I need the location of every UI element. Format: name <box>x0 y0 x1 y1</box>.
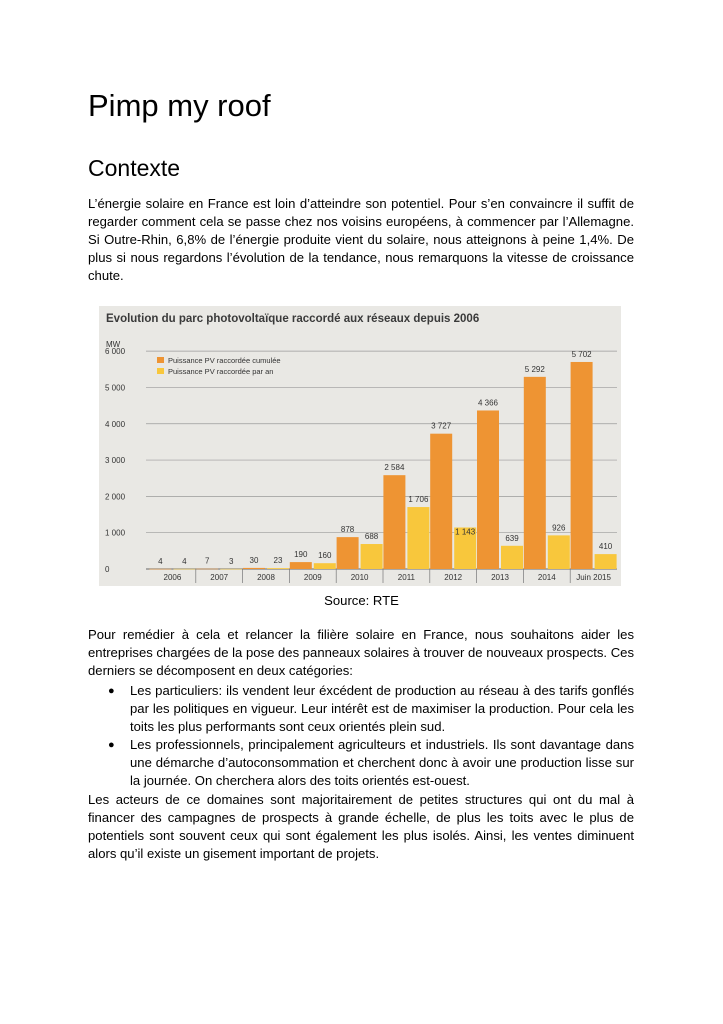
chart-bar <box>383 475 405 569</box>
chart-x-tick-label: 2012 <box>444 573 463 582</box>
chart-x-tick-label: 2013 <box>491 573 509 582</box>
chart-bar <box>173 569 195 570</box>
chart-legend-swatch <box>157 368 164 374</box>
chart-bar <box>196 569 218 570</box>
chart-x-tick-label: 2008 <box>257 573 275 582</box>
chart-bar <box>524 377 546 569</box>
chart-legend-label: Puissance PV raccordée cumulée <box>168 356 281 365</box>
chart-data-label: 688 <box>364 532 379 542</box>
chart-legend-swatch <box>157 357 164 363</box>
list-item-text: Les particuliers: ils vendent leur éxcédent de production au réseau à des tarifs gonflés par les politiques en vigueur. Leur intérêt est de maximiser la production. Pour cela les toits les plus performants sont ceux orientés plein sud. <box>130 683 634 734</box>
category-list <box>88 682 634 790</box>
chart-x-tick-label: 2010 <box>350 573 369 582</box>
chart-data-label: 1 706 <box>408 495 429 505</box>
chart-data-label: 23 <box>273 556 283 566</box>
chart-data-label: 160 <box>318 551 332 561</box>
list-item-text: Les professionnels, principalement agriculteurs et industriels. Ils sont davantage dans une démarche d’autoconsommation et cherchent donc à avoir une production lisse sur la journée. On cherchera alors des toits orientés est-ouest. <box>130 737 634 788</box>
paragraph-2: Pour remédier à cela et relancer la filière solaire en France, nous souhaitons aider les entreprises chargées de la pose des panneaux solaires à trouver de nouveaux prospects. Ces derniers se décomposent en deux catégories: <box>88 627 634 678</box>
chart-bar <box>595 554 617 569</box>
chart-y-tick-label: 1 000 <box>105 528 126 538</box>
chart-data-label: 410 <box>598 542 613 552</box>
chart-data-label: 5 702 <box>571 349 592 359</box>
chart-data-label: 1 143 <box>455 527 476 537</box>
chart-x-tick-label: 2014 <box>537 573 556 582</box>
chart-bar <box>430 434 452 569</box>
bullet-icon: ● <box>108 739 115 751</box>
chart-bar <box>149 569 171 570</box>
list-item <box>88 682 634 736</box>
chart-data-label: 4 366 <box>477 398 499 408</box>
chart-y-tick-label: 3 000 <box>105 456 126 466</box>
chart-data-label: 3 <box>228 556 234 566</box>
chart-legend-label: Puissance PV raccordée par an <box>168 367 274 376</box>
chart-bar <box>361 544 383 569</box>
section-title: Contexte <box>88 155 181 181</box>
figure-source: Source: RTE <box>324 593 399 608</box>
chart-x-tick-label: 2009 <box>303 573 322 582</box>
chart-bar <box>548 535 570 569</box>
chart-x-tick-label: 2007 <box>210 573 229 582</box>
chart-data-label: 190 <box>294 550 308 560</box>
chart-data-label: 3 727 <box>431 421 452 431</box>
chart-bar <box>220 569 242 570</box>
page-title: Pimp my roof <box>88 88 271 123</box>
chart-data-label: 4 <box>182 556 187 566</box>
pv-chart <box>99 306 621 586</box>
chart-data-label: 878 <box>340 525 355 535</box>
chart-title: Evolution du parc photovoltaïque raccordé aux réseaux depuis 2006 <box>106 313 480 325</box>
chart-y-tick-label: 2 000 <box>105 492 126 502</box>
chart-y-tick-label: 0 <box>105 565 110 574</box>
chart-x-tick-label: Juin 2015 <box>576 573 611 582</box>
chart-y-axis-label: MW <box>106 340 121 349</box>
chart-bar <box>477 410 499 569</box>
pv-chart-svg <box>99 306 621 586</box>
chart-bar <box>290 562 312 569</box>
chart-data-label: 639 <box>505 533 519 543</box>
chart-y-tick-label: 5 000 <box>105 383 126 393</box>
chart-data-label: 7 <box>204 556 210 566</box>
chart-y-tick-label: 6 000 <box>105 347 126 357</box>
chart-data-label: 30 <box>249 555 259 565</box>
chart-bar <box>501 546 523 569</box>
chart-bar <box>314 563 336 569</box>
chart-bar <box>407 507 429 569</box>
chart-bar <box>571 362 593 569</box>
chart-data-label: 4 <box>158 556 163 566</box>
chart-y-tick-label: 4 000 <box>105 419 126 429</box>
chart-bar <box>267 568 289 569</box>
intro-paragraph: L’énergie solaire en France est loin d’atteindre son potentiel. Pour s’en convaincre il suffit de regarder comment cela se passe chez nos voisins européens, à commencer par l’Allemagne. Si Outre-Rhin, 6,8% de l’énergie produite vient du solaire, nous atteignons à peine 1,4%. De plus si nous regardons l’évolution de la tendance, nous remarquons la vitesse de croissance chute. <box>88 196 634 283</box>
chart-data-label: 2 584 <box>384 463 405 473</box>
chart-bar <box>337 537 359 569</box>
chart-x-tick-label: 2011 <box>397 573 416 582</box>
bullet-icon: ● <box>108 685 115 697</box>
paragraph-3: Les acteurs de ce domaines sont majoritairement de petites structures qui ont du mal à financer des campagnes de prospects à grande échelle, de plus les toits avec le plus de potentiels sont souvent ceux qui sont également les plus isolés. Ainsi, les ventes diminuent alors qu’il existe un gisement important de projets. <box>88 792 634 861</box>
chart-x-tick-label: 2006 <box>163 573 182 582</box>
chart-data-label: 5 292 <box>524 364 545 374</box>
chart-data-label: 926 <box>552 523 566 533</box>
list-item <box>88 736 634 790</box>
chart-bar <box>243 568 265 569</box>
